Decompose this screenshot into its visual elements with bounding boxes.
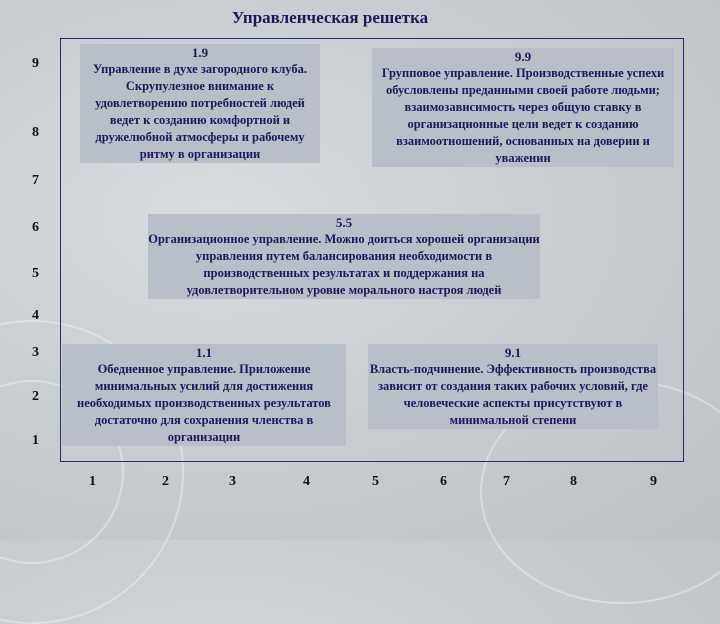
style-number: 9.9 [514, 49, 532, 64]
style-description: Групповое управление. Производственные успехи обусловлены преданными своей работе людьми; взаимозависимость через общую ставку в организационные цели ведет к созданию взаимоотношений, основанных на доверии и уважении [381, 66, 665, 165]
x-tick: 3 [229, 474, 236, 489]
y-tick: 5 [32, 266, 39, 281]
x-tick: 4 [303, 474, 310, 489]
x-tick: 2 [162, 474, 169, 489]
x-tick: 8 [570, 474, 577, 489]
y-tick: 4 [32, 308, 39, 323]
style-box-9-1 [368, 344, 658, 429]
diagram-title: Управленческая решетка [231, 8, 429, 27]
y-tick: 2 [32, 389, 39, 404]
style-description: Управление в духе загородного клуба. Скрупулезное внимание к удовлетворению потребностей людей ведет к созданию комфортной и дружелюбной атмосферы и рабочему ритму в организации [92, 62, 307, 161]
x-tick: 9 [650, 474, 657, 489]
y-tick: 1 [32, 433, 39, 448]
style-number: 5.5 [335, 215, 353, 230]
style-number: 1.1 [195, 345, 213, 360]
x-tick: 5 [372, 474, 379, 489]
y-tick: 6 [32, 220, 39, 235]
y-tick: 9 [32, 56, 39, 71]
style-box-1-1 [62, 344, 346, 446]
x-tick: 6 [440, 474, 447, 489]
style-description: Обедненное управление. Приложение минимальных усилий для достижения необходимых производственных результатов достаточно для сохранения членства в организации [77, 362, 331, 444]
style-description: Организационное управление. Можно доиться хорошей организации управления путем балансирования необходимости в производственных результатах и поддержания на удовлетворительном уровне морального настроя людей [148, 232, 540, 297]
y-tick: 7 [32, 173, 39, 188]
x-tick: 7 [503, 474, 510, 489]
style-box-5-5 [148, 214, 540, 299]
y-tick: 8 [32, 125, 39, 140]
style-box-9-9 [372, 48, 674, 167]
y-tick: 3 [32, 345, 39, 360]
style-box-1-9 [80, 44, 320, 163]
style-number: 9.1 [504, 345, 522, 360]
style-number: 1.9 [191, 45, 209, 60]
style-description: Власть-подчинение. Эффективность производства зависит от создания таких рабочих условий, где человеческие аспекты присутствуют в минимальной степени [369, 362, 657, 427]
x-tick: 1 [89, 474, 96, 489]
